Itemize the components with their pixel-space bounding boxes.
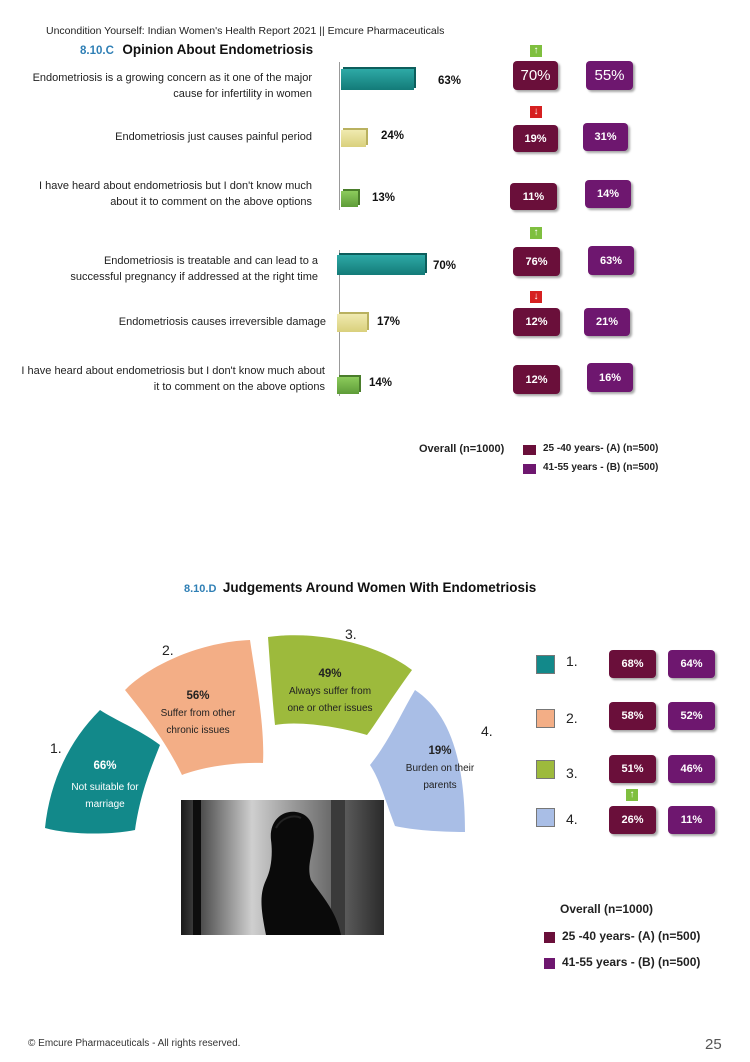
arrow-up-icon: ↑ bbox=[530, 227, 542, 239]
judgement-a-box-3: 51% bbox=[609, 755, 656, 783]
group-a-box-4: 76% bbox=[513, 247, 560, 276]
segment-1-label: Not suitable for marriage bbox=[71, 782, 139, 810]
overall-pct-1: 63% bbox=[438, 75, 462, 87]
legend-label-a: 25 -40 years- (A) (n=500) bbox=[543, 443, 659, 454]
bar-5 bbox=[337, 314, 367, 332]
bar-3 bbox=[341, 191, 358, 207]
bar-6 bbox=[337, 377, 359, 394]
chart1-axis bbox=[339, 62, 340, 210]
legend-square-3 bbox=[536, 760, 555, 779]
arrow-down-icon: ↓ bbox=[530, 291, 542, 303]
legend-d-label-a: 25 -40 years- (A) (n=500) bbox=[562, 929, 701, 943]
segment-3-pct: 49% bbox=[318, 668, 342, 680]
group-b-box-2: 31% bbox=[583, 123, 628, 151]
overall-pct-2: 24% bbox=[381, 130, 405, 142]
segment-2-text bbox=[148, 688, 248, 739]
group-a-box-1: 70% bbox=[513, 61, 558, 90]
overall-pct-5: 17% bbox=[377, 316, 401, 328]
legend-d-swatch-b bbox=[544, 958, 555, 969]
segment-2-pct: 56% bbox=[186, 690, 210, 702]
group-a-box-5: 12% bbox=[513, 308, 560, 336]
statement-1: Endometriosis is a growing concern as it one of the major cause for infertility in women bbox=[32, 72, 312, 100]
group-b-box-4: 63% bbox=[588, 246, 634, 275]
legend-num-1: 1. bbox=[566, 653, 578, 669]
segment-1-text bbox=[55, 758, 155, 813]
bar-2 bbox=[341, 130, 366, 147]
legend-d-label-b: 41-55 years - (B) (n=500) bbox=[562, 955, 701, 969]
judgement-a-box-1: 68% bbox=[609, 650, 656, 678]
section-d-number: 8.10.D bbox=[184, 583, 217, 595]
section-d-heading bbox=[184, 579, 536, 597]
segment-4-pct: 19% bbox=[428, 745, 452, 757]
segment-4-number: 4. bbox=[481, 723, 493, 739]
segment-4-text bbox=[390, 743, 490, 794]
legend-d-swatch-a bbox=[544, 932, 555, 943]
segment-1-number: 1. bbox=[50, 740, 62, 756]
legend-square-2 bbox=[536, 709, 555, 728]
group-b-box-3: 14% bbox=[585, 180, 631, 208]
page-number: 25 bbox=[705, 1036, 722, 1053]
judgement-b-box-3: 46% bbox=[668, 755, 715, 783]
judgement-a-box-4: 26% bbox=[609, 806, 656, 834]
section-c-heading bbox=[80, 41, 313, 59]
group-a-box-6: 12% bbox=[513, 365, 560, 394]
overall-pct-4: 70% bbox=[433, 260, 457, 272]
arrow-up-icon: ↑ bbox=[530, 45, 542, 57]
segment-3-text bbox=[280, 666, 380, 717]
bar-1 bbox=[341, 69, 414, 90]
legend-overall: Overall (n=1000) bbox=[419, 443, 505, 455]
group-a-box-2: 19% bbox=[513, 125, 558, 152]
legend-square-1 bbox=[536, 655, 555, 674]
segment-3-number: 3. bbox=[345, 626, 357, 642]
judgement-b-box-1: 64% bbox=[668, 650, 715, 678]
judgement-b-box-2: 52% bbox=[668, 702, 715, 730]
section-c-number: 8.10.C bbox=[80, 45, 114, 57]
legend-num-3: 3. bbox=[566, 765, 578, 781]
footer-copyright: © Emcure Pharmaceuticals - All rights reserved. bbox=[28, 1038, 241, 1049]
legend-swatch-a bbox=[523, 445, 536, 455]
statement-6: I have heard about endometriosis but I don't know much about it to comment on the above options bbox=[21, 365, 325, 393]
segment-2-label: Suffer from other chronic issues bbox=[160, 708, 236, 736]
segment-3-label: Always suffer from one or other issues bbox=[287, 686, 373, 714]
group-a-box-3: 11% bbox=[510, 183, 557, 210]
segment-4-label: Burden on their parents bbox=[405, 763, 475, 791]
judgement-b-box-4: 11% bbox=[668, 806, 715, 834]
group-b-box-5: 21% bbox=[584, 308, 630, 336]
statement-4: Endometriosis is treatable and can lead to a successful pregnancy if addressed at the right time bbox=[70, 255, 318, 283]
judgement-a-box-2: 58% bbox=[609, 702, 656, 730]
arrow-down-icon: ↓ bbox=[530, 106, 542, 118]
segment-2-number: 2. bbox=[162, 642, 174, 658]
legend-swatch-b bbox=[523, 464, 536, 474]
legend-num-4: 4. bbox=[566, 811, 578, 827]
segment-1-pct: 66% bbox=[93, 760, 117, 772]
section-d-title: Judgements Around Women With Endometriosis bbox=[222, 580, 537, 595]
arrow-up-icon: ↑ bbox=[626, 789, 638, 801]
section-c-title: Opinion About Endometriosis bbox=[122, 42, 314, 57]
group-b-box-1: 55% bbox=[586, 61, 633, 90]
group-b-box-6: 16% bbox=[587, 363, 633, 392]
overall-pct-6: 14% bbox=[369, 377, 393, 389]
statement-2: Endometriosis just causes painful period bbox=[115, 131, 312, 143]
statement-3: I have heard about endometriosis but I don't know much about it to comment on the above options bbox=[39, 180, 312, 208]
legend-label-b: 41-55 years - (B) (n=500) bbox=[543, 462, 659, 473]
legend-num-2: 2. bbox=[566, 710, 578, 726]
statement-5: Endometriosis causes irreversible damage bbox=[118, 316, 326, 328]
woman-silhouette-photo bbox=[181, 800, 384, 935]
bar-4 bbox=[337, 255, 425, 275]
overall-pct-3: 13% bbox=[372, 192, 396, 204]
legend-d-overall: Overall (n=1000) bbox=[560, 902, 654, 916]
legend-square-4 bbox=[536, 808, 555, 827]
report-header: Uncondition Yourself: Indian Women's Health Report 2021 || Emcure Pharmaceuticals bbox=[46, 25, 445, 37]
